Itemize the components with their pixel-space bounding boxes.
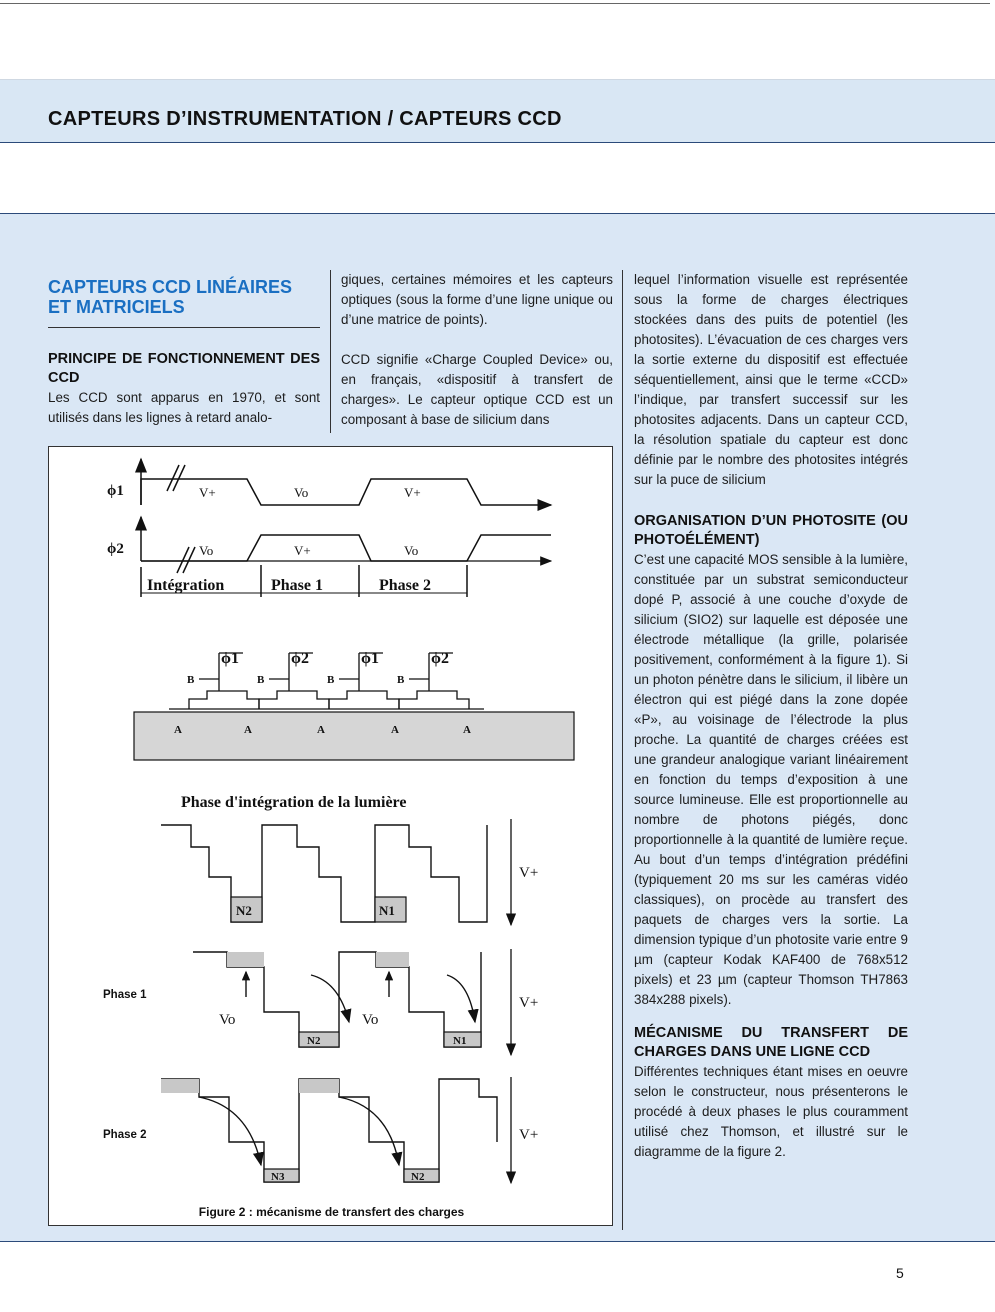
struct-phi1-a: ϕ1 <box>221 650 239 667</box>
wells-phase2-label: Phase 2 <box>103 1129 147 1141</box>
label-n2-ph1: N2 <box>307 1035 321 1047</box>
figure-2 <box>48 446 613 1226</box>
column-divider-1 <box>330 270 331 433</box>
label-n1-int: N1 <box>379 903 395 918</box>
col2-paragraph-1: giques, certaines mémoires et les capteurs optiques (sous la forme d’une ligne unique ou d’une matrice de points). <box>341 272 613 327</box>
column-divider-2 <box>622 270 623 1230</box>
phi2-label: ϕ2 <box>107 541 124 557</box>
label-vo-2: Vo <box>362 1012 379 1028</box>
struct-a-4: A <box>391 724 399 736</box>
wells-phase1-label: Phase 1 <box>103 989 147 1001</box>
struct-b-2: B <box>257 674 265 686</box>
struct-a-2: A <box>244 724 252 736</box>
label-n3-ph2: N3 <box>271 1171 285 1183</box>
figure-2-diagram <box>49 447 612 1197</box>
timing-vo-2: Vo <box>199 543 214 558</box>
timing-vplus-3: V+ <box>294 543 311 558</box>
column-1 <box>48 350 320 428</box>
page-number: 5 <box>896 1265 904 1281</box>
wells-phase2 <box>161 1079 497 1182</box>
col3-paragraph-2: C’est une capacité MOS sensible à la lumière, constituée par un substrat semiconducteur dopé P, associé à une couche d’oxyde de silicium (SIO2) sur laquelle est déposée une électrode métallique (la grille, polarisée positivement, conformément à la figure 1). Si un photon pénètre dans le silicium, il libère un électron qui est piégé dans la zone dopée «P», au voisinage de l’électrode la plus proche. La quantité de charges créées est une grandeur analogique variant linéairement en fonction du temps d’exposition à une source lumineuse. Elle est proportionnelle au nombre de photons piégés, donc proportionnelle à la quantité de lumière reçue. Au bout d’un temps d’intégration prédéfini (typiquement 20 ms sur les caméras vidéo classiques), on procède au transfert des paquets de charges vers la sortie. La dimension typique d’un photosite varie entre 9 µm (capteur Kodak KAF400 de 768x512 pixels) et 23 µm (capteur Thomson TH7863 384x288 pixels). <box>634 552 908 1007</box>
wells-integration <box>161 825 487 922</box>
subheading-mecanisme: MÉCANISME DU TRANSFERT DE CHARGES DANS UNE LIGNE CCD <box>634 1025 908 1060</box>
phase1-timing-label: Phase 1 <box>271 577 323 594</box>
ccd-structure <box>134 650 574 760</box>
column-2 <box>341 270 613 430</box>
label-n2-int: N2 <box>236 903 252 918</box>
subheading-organisation: ORGANISATION D’UN PHOTOSITE (OU PHOTOÉLÉMENT) <box>634 513 908 548</box>
col3-paragraph-1: lequel l’information visuelle est représentée sous la forme de charges électriques stockées dans des puits de potentiel (les photosites). L’évacuation de ces charges vers la sortie externe du dispositif est effectuée séquentiellement, ainsi que le terme «CCD» l’indique, par transfert successif sur les photosites adjacents. Dans un capteur CCD, la résolution spatiale du capteur est donc définie par le nombre des photosites intégrés sur la puce de silicium <box>634 272 908 487</box>
section-title-rule <box>48 327 320 328</box>
timing-labels <box>107 483 431 594</box>
timing-vo-3: Vo <box>404 543 419 558</box>
col2-paragraph-2: CCD signifie «Charge Coupled Device» ou, en français, «dispositif à transfert de charges». Le capteur optique CCD est un composant à base de silicium dans <box>341 352 613 427</box>
struct-phi2-b: ϕ2 <box>431 650 449 667</box>
col1-paragraph: Les CCD sont apparus en 1970, et sont utilisés dans les lignes à retard analo- <box>48 390 320 425</box>
timing-vplus-2: V+ <box>404 485 421 500</box>
col3-paragraph-3: Différentes techniques étant mises en oeuvre selon le constructeur, nous présenterons le procédé à deux phases le plus couramment utilisé chez Thomson, et illustré sur le diagramme de la figure 2. <box>634 1064 908 1159</box>
subheading-principe: PRINCIPE DE FONCTIONNEMENT DES CCD <box>48 351 320 386</box>
struct-b-3: B <box>327 674 335 686</box>
page-header-title: CAPTEURS D’INSTRUMENTATION / CAPTEURS CCD <box>48 108 562 130</box>
column-3 <box>634 270 908 1162</box>
struct-b-4: B <box>397 674 405 686</box>
label-vplus-ph1: V+ <box>519 995 539 1011</box>
timing-vo-1: Vo <box>294 485 309 500</box>
integration-label: Intégration <box>147 577 225 594</box>
label-vplus-ph2: V+ <box>519 1127 539 1143</box>
struct-a-3: A <box>317 724 325 736</box>
phi1-label: ϕ1 <box>107 483 124 499</box>
struct-phi2-a: ϕ2 <box>291 650 309 667</box>
struct-a-5: A <box>463 724 471 736</box>
struct-a-1: A <box>174 724 182 736</box>
figure-caption: Figure 2 : mécanisme de transfert des charges <box>198 1205 465 1219</box>
timing-vplus-1: V+ <box>199 485 216 500</box>
top-rule <box>0 3 990 4</box>
label-vplus-int: V+ <box>519 865 539 881</box>
struct-phi1-b: ϕ1 <box>361 650 379 667</box>
section-title: CAPTEURS CCD LINÉAIRES ET MATRICIELS <box>48 277 293 317</box>
label-n1-ph1: N1 <box>453 1035 467 1047</box>
wells-title: Phase d'intégration de la lumière <box>181 794 407 811</box>
struct-b-1: B <box>187 674 195 686</box>
label-n2-ph2: N2 <box>411 1171 425 1183</box>
phase2-timing-label: Phase 2 <box>379 577 431 594</box>
label-vo-1: Vo <box>219 1012 236 1028</box>
